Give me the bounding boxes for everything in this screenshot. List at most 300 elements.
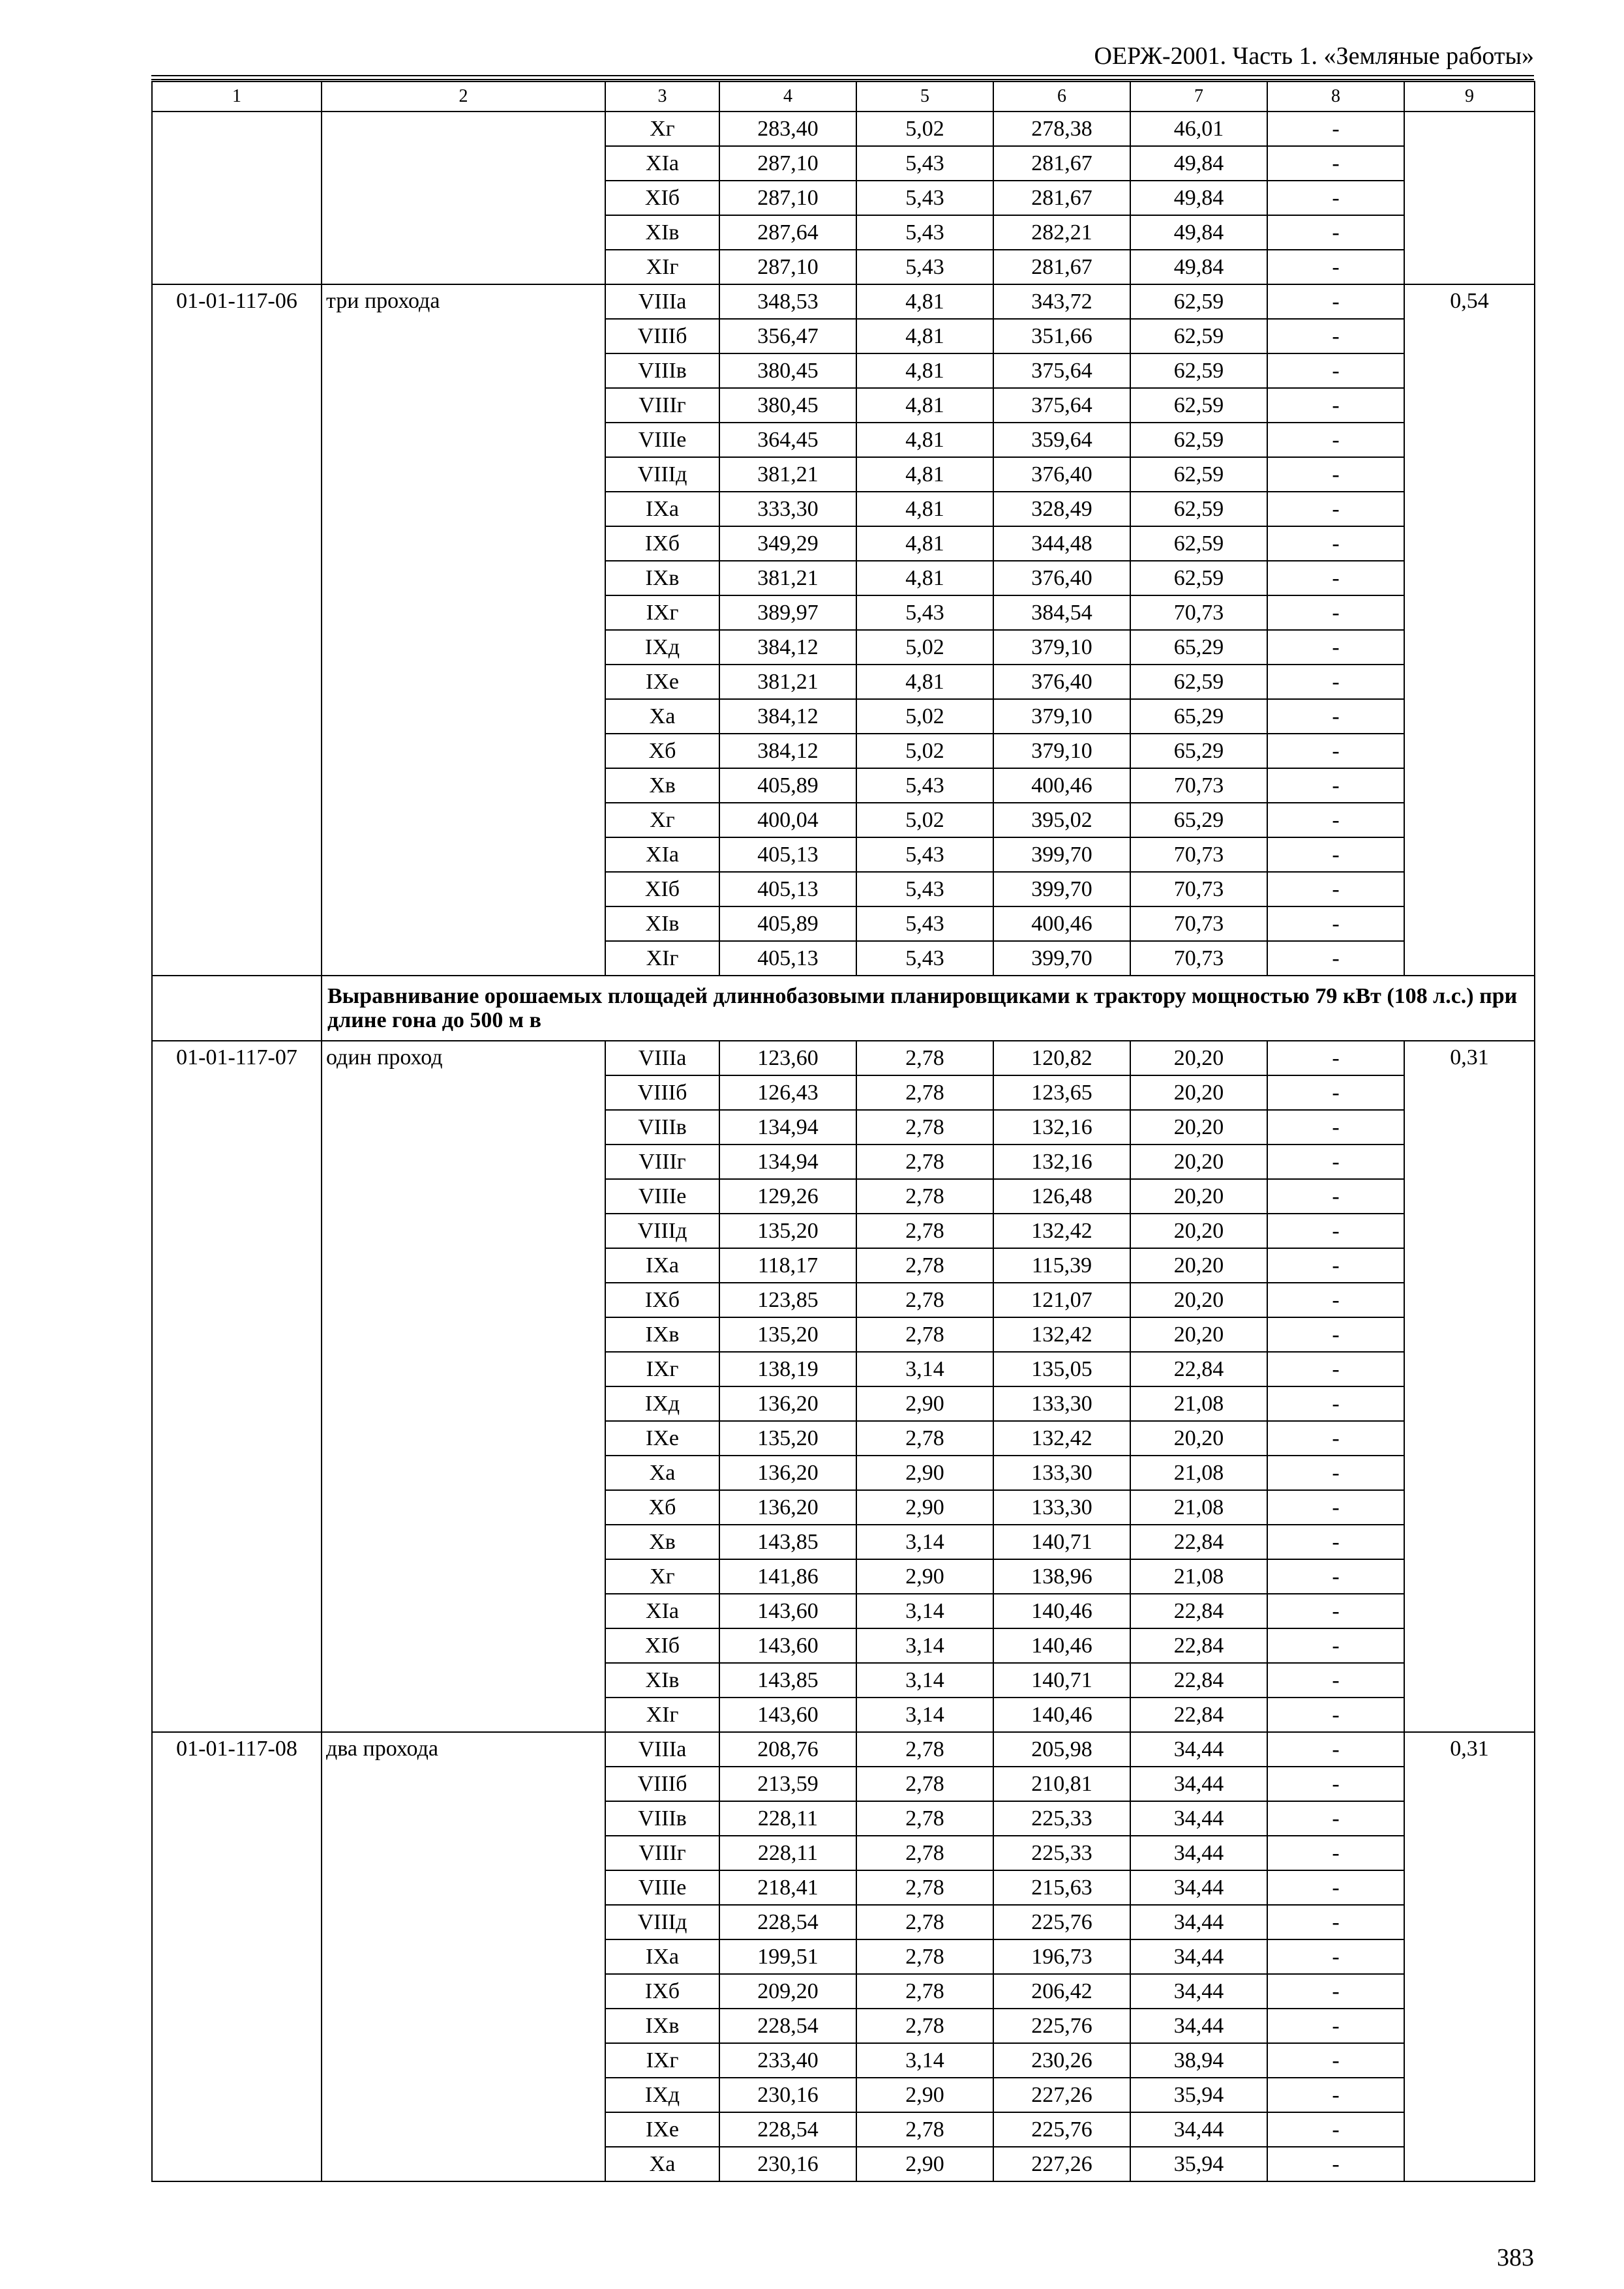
section-title: Выравнивание орошаемых площадей длиннобазовыми планировщиками к трактору мощностью 79 кВт (108 л.с.) при длине гона до 500 м в: [322, 976, 1535, 1041]
table-cell: 384,12: [719, 699, 856, 734]
table-cell: 34,44: [1130, 1939, 1267, 1974]
table-cell: -: [1267, 1041, 1404, 1075]
table-cell: -: [1267, 457, 1404, 492]
table-cell: VIIIе: [605, 1870, 719, 1905]
table-cell: Xг: [605, 803, 719, 837]
rate-name: три прохода: [322, 284, 605, 976]
table-cell: XIв: [605, 215, 719, 250]
table-cell: 2,78: [856, 1836, 993, 1870]
table-cell: 140,46: [993, 1594, 1130, 1628]
table-cell: 132,42: [993, 1421, 1130, 1456]
table-cell: VIIIб: [605, 319, 719, 353]
table-cell: 3,14: [856, 1525, 993, 1559]
table-cell: -: [1267, 1283, 1404, 1317]
table-cell: 121,07: [993, 1283, 1130, 1317]
table-cell: 381,21: [719, 457, 856, 492]
table-cell: -: [1267, 2043, 1404, 2078]
table-cell: 2,78: [856, 1041, 993, 1075]
table-cell: 70,73: [1130, 906, 1267, 941]
table-cell: 46,01: [1130, 112, 1267, 146]
table-cell: Xв: [605, 768, 719, 803]
table-cell: -: [1267, 1663, 1404, 1698]
table-cell: 20,20: [1130, 1317, 1267, 1352]
table-cell: 283,40: [719, 112, 856, 146]
column-number: 2: [322, 82, 605, 112]
table-cell: 4,81: [856, 457, 993, 492]
table-cell: 376,40: [993, 457, 1130, 492]
table-cell: 62,59: [1130, 388, 1267, 423]
table-cell: 5,43: [856, 941, 993, 976]
table-cell: Xг: [605, 112, 719, 146]
table-cell: 400,46: [993, 906, 1130, 941]
table-cell: 281,67: [993, 250, 1130, 284]
table-row: [152, 284, 1535, 319]
table-cell: 278,38: [993, 112, 1130, 146]
table-cell: -: [1267, 492, 1404, 526]
table-cell: -: [1267, 1248, 1404, 1283]
table-cell: 356,47: [719, 319, 856, 353]
table-cell: -: [1267, 872, 1404, 906]
column-number: 9: [1404, 82, 1535, 112]
table-row: [152, 1732, 1535, 1767]
table-cell: 281,67: [993, 146, 1130, 181]
column-number: 7: [1130, 82, 1267, 112]
table-cell: 5,43: [856, 768, 993, 803]
table-cell: 349,29: [719, 526, 856, 561]
table-cell: 405,89: [719, 906, 856, 941]
table-cell: 20,20: [1130, 1421, 1267, 1456]
table-cell: VIIIв: [605, 1801, 719, 1836]
table-cell: 375,64: [993, 388, 1130, 423]
table-cell: 135,20: [719, 1214, 856, 1248]
table-cell: 20,20: [1130, 1214, 1267, 1248]
table-cell: VIIIб: [605, 1075, 719, 1110]
table-cell: VIIIа: [605, 1041, 719, 1075]
table-cell: 70,73: [1130, 768, 1267, 803]
table-cell: IXе: [605, 1421, 719, 1456]
table-cell: -: [1267, 388, 1404, 423]
table-cell: 34,44: [1130, 1905, 1267, 1939]
table-cell: VIIIе: [605, 423, 719, 457]
table-cell: Xа: [605, 2147, 719, 2181]
table-cell: -: [1267, 1456, 1404, 1490]
table-cell: VIIIг: [605, 1836, 719, 1870]
table-cell: XIг: [605, 941, 719, 976]
table-cell: 49,84: [1130, 215, 1267, 250]
table-cell: 62,59: [1130, 423, 1267, 457]
table-cell: -: [1267, 1352, 1404, 1386]
table-cell: 3,14: [856, 1352, 993, 1386]
table-cell: 381,21: [719, 665, 856, 699]
table-cell: 135,20: [719, 1317, 856, 1352]
table-cell: 5,43: [856, 181, 993, 215]
table-cell: IXв: [605, 1317, 719, 1352]
table-cell: 65,29: [1130, 803, 1267, 837]
table-cell: 62,59: [1130, 319, 1267, 353]
table-cell: 132,16: [993, 1144, 1130, 1179]
table-cell: 208,76: [719, 1732, 856, 1767]
table-cell: 225,33: [993, 1836, 1130, 1870]
table-cell: 133,30: [993, 1386, 1130, 1421]
table-cell: -: [1267, 146, 1404, 181]
table-cell: IXб: [605, 526, 719, 561]
table-cell: 282,21: [993, 215, 1130, 250]
table-cell: 230,26: [993, 2043, 1130, 2078]
table-cell: 5,43: [856, 906, 993, 941]
table-cell: 20,20: [1130, 1248, 1267, 1283]
rate-name: [322, 112, 605, 284]
table-cell: 4,81: [856, 319, 993, 353]
table-cell: -: [1267, 1490, 1404, 1525]
table-cell: 38,94: [1130, 2043, 1267, 2078]
table-cell: XIб: [605, 872, 719, 906]
table-cell: 35,94: [1130, 2078, 1267, 2112]
table-cell: -: [1267, 699, 1404, 734]
table-cell: -: [1267, 665, 1404, 699]
table-cell: IXб: [605, 1974, 719, 2009]
table-cell: IXв: [605, 2009, 719, 2043]
rate-name: два прохода: [322, 1732, 605, 2181]
table-cell: VIIIд: [605, 1214, 719, 1248]
table-cell: 21,08: [1130, 1386, 1267, 1421]
table-cell: 2,90: [856, 1456, 993, 1490]
table-cell: 2,78: [856, 1939, 993, 1974]
table-cell: 227,26: [993, 2147, 1130, 2181]
table-cell: -: [1267, 941, 1404, 976]
table-cell: -: [1267, 250, 1404, 284]
table-cell: 143,85: [719, 1525, 856, 1559]
table-cell: -: [1267, 1732, 1404, 1767]
table-cell: 62,59: [1130, 492, 1267, 526]
table-cell: 228,54: [719, 2112, 856, 2147]
table-cell: IXг: [605, 595, 719, 630]
table-cell: 22,84: [1130, 1594, 1267, 1628]
table-cell: 351,66: [993, 319, 1130, 353]
page-header: ОЕРЖ-2001. Часть 1. «Земляные работы»: [1094, 42, 1534, 70]
table-cell: 65,29: [1130, 734, 1267, 768]
table-cell: 228,11: [719, 1836, 856, 1870]
coefficient: 0,31: [1404, 1041, 1535, 1732]
table-cell: 126,48: [993, 1179, 1130, 1214]
table-row: [152, 1041, 1535, 1075]
table-cell: IXг: [605, 2043, 719, 2078]
table-cell: -: [1267, 2147, 1404, 2181]
table-cell: 22,84: [1130, 1628, 1267, 1663]
table-cell: 133,30: [993, 1490, 1130, 1525]
table-cell: 4,81: [856, 526, 993, 561]
table-cell: 3,14: [856, 1628, 993, 1663]
rate-code: [152, 112, 322, 284]
table-cell: Xб: [605, 1490, 719, 1525]
table-cell: 20,20: [1130, 1179, 1267, 1214]
table-cell: -: [1267, 1767, 1404, 1801]
table-cell: 5,43: [856, 595, 993, 630]
rate-name: один проход: [322, 1041, 605, 1732]
table-cell: VIIIе: [605, 1179, 719, 1214]
table-cell: -: [1267, 561, 1404, 595]
rate-code: 01-01-117-06: [152, 284, 322, 976]
table-cell: 34,44: [1130, 1732, 1267, 1767]
table-cell: IXб: [605, 1283, 719, 1317]
table-cell: 405,13: [719, 872, 856, 906]
table-cell: 21,08: [1130, 1456, 1267, 1490]
table-cell: IXд: [605, 630, 719, 665]
table-cell: -: [1267, 803, 1404, 837]
table-cell: 379,10: [993, 630, 1130, 665]
table-cell: 399,70: [993, 941, 1130, 976]
table-cell: 376,40: [993, 561, 1130, 595]
table-cell: 134,94: [719, 1144, 856, 1179]
table-cell: 135,05: [993, 1352, 1130, 1386]
table-cell: 384,12: [719, 630, 856, 665]
table-cell: 4,81: [856, 353, 993, 388]
table-cell: 34,44: [1130, 1836, 1267, 1870]
table-cell: 3,14: [856, 2043, 993, 2078]
table-cell: 140,71: [993, 1525, 1130, 1559]
table-cell: 2,90: [856, 1490, 993, 1525]
table-cell: 399,70: [993, 837, 1130, 872]
table-cell: 20,20: [1130, 1283, 1267, 1317]
table-cell: 62,59: [1130, 561, 1267, 595]
table-cell: VIIIд: [605, 457, 719, 492]
table-cell: 62,59: [1130, 284, 1267, 319]
table-cell: 2,78: [856, 1905, 993, 1939]
table-cell: 123,60: [719, 1041, 856, 1075]
table-cell: 2,78: [856, 1110, 993, 1144]
table-cell: IXд: [605, 1386, 719, 1421]
page-number: 383: [1497, 2244, 1534, 2271]
table-cell: 225,76: [993, 2009, 1130, 2043]
table-cell: 22,84: [1130, 1525, 1267, 1559]
table-cell: -: [1267, 181, 1404, 215]
table-cell: 132,16: [993, 1110, 1130, 1144]
table-cell: XIб: [605, 1628, 719, 1663]
table-cell: 379,10: [993, 699, 1130, 734]
table-cell: -: [1267, 1179, 1404, 1214]
table-cell: 123,85: [719, 1283, 856, 1317]
table-cell: 380,45: [719, 388, 856, 423]
table-cell: XIв: [605, 1663, 719, 1698]
table-cell: Xг: [605, 1559, 719, 1594]
table-cell: 2,78: [856, 1870, 993, 1905]
table-cell: 287,64: [719, 215, 856, 250]
table-cell: 3,14: [856, 1594, 993, 1628]
table-cell: 136,20: [719, 1490, 856, 1525]
table-cell: 62,59: [1130, 526, 1267, 561]
table-cell: XIа: [605, 1594, 719, 1628]
table-cell: 136,20: [719, 1386, 856, 1421]
table-cell: 5,02: [856, 803, 993, 837]
table-cell: 384,12: [719, 734, 856, 768]
table-cell: 230,16: [719, 2078, 856, 2112]
table-cell: -: [1267, 1594, 1404, 1628]
table-cell: 115,39: [993, 1248, 1130, 1283]
table-cell: 375,64: [993, 353, 1130, 388]
table-cell: 5,43: [856, 146, 993, 181]
table-cell: 281,67: [993, 181, 1130, 215]
table-cell: 2,78: [856, 2009, 993, 2043]
table-cell: -: [1267, 1110, 1404, 1144]
table-cell: -: [1267, 630, 1404, 665]
table-cell: 34,44: [1130, 1870, 1267, 1905]
table-cell: 399,70: [993, 872, 1130, 906]
table-cell: 140,46: [993, 1698, 1130, 1732]
table-cell: -: [1267, 1628, 1404, 1663]
table-cell: 132,42: [993, 1317, 1130, 1352]
table-cell: 138,96: [993, 1559, 1130, 1594]
section-row: [152, 976, 1535, 1041]
table-cell: 225,33: [993, 1801, 1130, 1836]
table-cell: 4,81: [856, 284, 993, 319]
table-cell: IXг: [605, 1352, 719, 1386]
table-cell: -: [1267, 734, 1404, 768]
table-cell: 395,02: [993, 803, 1130, 837]
table-cell: 141,86: [719, 1559, 856, 1594]
table-cell: IXе: [605, 2112, 719, 2147]
table-cell: 5,43: [856, 837, 993, 872]
table-cell: 123,65: [993, 1075, 1130, 1110]
table-cell: 287,10: [719, 250, 856, 284]
table-cell: XIг: [605, 250, 719, 284]
table-cell: 129,26: [719, 1179, 856, 1214]
table-cell: 20,20: [1130, 1041, 1267, 1075]
table-cell: 384,54: [993, 595, 1130, 630]
rates-table: [151, 81, 1535, 2182]
table-cell: 140,46: [993, 1628, 1130, 1663]
table-cell: 4,81: [856, 665, 993, 699]
table-cell: Xб: [605, 734, 719, 768]
table-cell: -: [1267, 595, 1404, 630]
table-cell: 2,78: [856, 1075, 993, 1110]
table-cell: VIIIд: [605, 1905, 719, 1939]
table-cell: -: [1267, 1698, 1404, 1732]
table-cell: -: [1267, 2078, 1404, 2112]
table-cell: 143,60: [719, 1594, 856, 1628]
column-number: 1: [152, 82, 322, 112]
rate-code: 01-01-117-08: [152, 1732, 322, 2181]
table-cell: Xа: [605, 1456, 719, 1490]
table-cell: 2,78: [856, 1974, 993, 2009]
table-cell: 209,20: [719, 1974, 856, 2009]
table-cell: 2,78: [856, 1179, 993, 1214]
table-cell: -: [1267, 215, 1404, 250]
table-cell: 2,78: [856, 1248, 993, 1283]
table-cell: 134,94: [719, 1110, 856, 1144]
column-number: 5: [856, 82, 993, 112]
table-cell: -: [1267, 2112, 1404, 2147]
table-cell: 333,30: [719, 492, 856, 526]
table-cell: -: [1267, 1905, 1404, 1939]
table-cell: 5,43: [856, 250, 993, 284]
table-cell: 287,10: [719, 181, 856, 215]
table-cell: IXе: [605, 665, 719, 699]
table-cell: 135,20: [719, 1421, 856, 1456]
table-cell: 400,04: [719, 803, 856, 837]
table-cell: -: [1267, 423, 1404, 457]
table-cell: -: [1267, 1421, 1404, 1456]
table-cell: IXа: [605, 492, 719, 526]
table-cell: -: [1267, 768, 1404, 803]
table-cell: 5,02: [856, 630, 993, 665]
table-cell: 2,78: [856, 2112, 993, 2147]
table-cell: 348,53: [719, 284, 856, 319]
table-cell: -: [1267, 1870, 1404, 1905]
table-cell: 215,63: [993, 1870, 1130, 1905]
table-cell: 218,41: [719, 1870, 856, 1905]
table-cell: -: [1267, 319, 1404, 353]
table-cell: 405,13: [719, 941, 856, 976]
table-cell: -: [1267, 1075, 1404, 1110]
table-cell: 228,11: [719, 1801, 856, 1836]
column-number: 4: [719, 82, 856, 112]
table-cell: -: [1267, 1525, 1404, 1559]
table-cell: 4,81: [856, 423, 993, 457]
table-cell: 62,59: [1130, 353, 1267, 388]
table-cell: 62,59: [1130, 665, 1267, 699]
table-cell: 2,90: [856, 2078, 993, 2112]
column-number: 3: [605, 82, 719, 112]
table-cell: IXа: [605, 1939, 719, 1974]
table-cell: IXа: [605, 1248, 719, 1283]
table-cell: 205,98: [993, 1732, 1130, 1767]
table-cell: 22,84: [1130, 1663, 1267, 1698]
table-cell: 2,90: [856, 1559, 993, 1594]
table-cell: 133,30: [993, 1456, 1130, 1490]
header-rule-inner: [151, 79, 1534, 80]
table-cell: 328,49: [993, 492, 1130, 526]
table-cell: 228,54: [719, 2009, 856, 2043]
table-cell: 126,43: [719, 1075, 856, 1110]
coefficient: [1404, 112, 1535, 284]
column-number: 8: [1267, 82, 1404, 112]
table-cell: 143,85: [719, 1663, 856, 1698]
table-cell: XIг: [605, 1698, 719, 1732]
table-cell: 34,44: [1130, 1974, 1267, 2009]
table-cell: 143,60: [719, 1628, 856, 1663]
rate-code: 01-01-117-07: [152, 1041, 322, 1732]
table-cell: 5,43: [856, 872, 993, 906]
column-number-row: [152, 82, 1535, 112]
table-cell: VIIIг: [605, 388, 719, 423]
table-cell: VIIIг: [605, 1144, 719, 1179]
table-cell: Xа: [605, 699, 719, 734]
table-cell: 22,84: [1130, 1352, 1267, 1386]
table-cell: 343,72: [993, 284, 1130, 319]
table-cell: 2,78: [856, 1767, 993, 1801]
table-cell: 4,81: [856, 561, 993, 595]
table-cell: 21,08: [1130, 1559, 1267, 1594]
table-cell: XIб: [605, 181, 719, 215]
table-cell: 376,40: [993, 665, 1130, 699]
table-cell: -: [1267, 837, 1404, 872]
table-cell: -: [1267, 1939, 1404, 1974]
table-cell: 233,40: [719, 2043, 856, 2078]
table-cell: 2,78: [856, 1144, 993, 1179]
table-cell: 65,29: [1130, 630, 1267, 665]
table-cell: 389,97: [719, 595, 856, 630]
table-cell: VIIIб: [605, 1767, 719, 1801]
table-cell: Xв: [605, 1525, 719, 1559]
table-cell: 5,02: [856, 734, 993, 768]
table-cell: 3,14: [856, 1663, 993, 1698]
table-cell: 4,81: [856, 388, 993, 423]
table-cell: 62,59: [1130, 457, 1267, 492]
table-cell: 5,43: [856, 215, 993, 250]
table-cell: 70,73: [1130, 837, 1267, 872]
table-cell: 35,94: [1130, 2147, 1267, 2181]
table-cell: XIв: [605, 906, 719, 941]
table-cell: 2,90: [856, 2147, 993, 2181]
